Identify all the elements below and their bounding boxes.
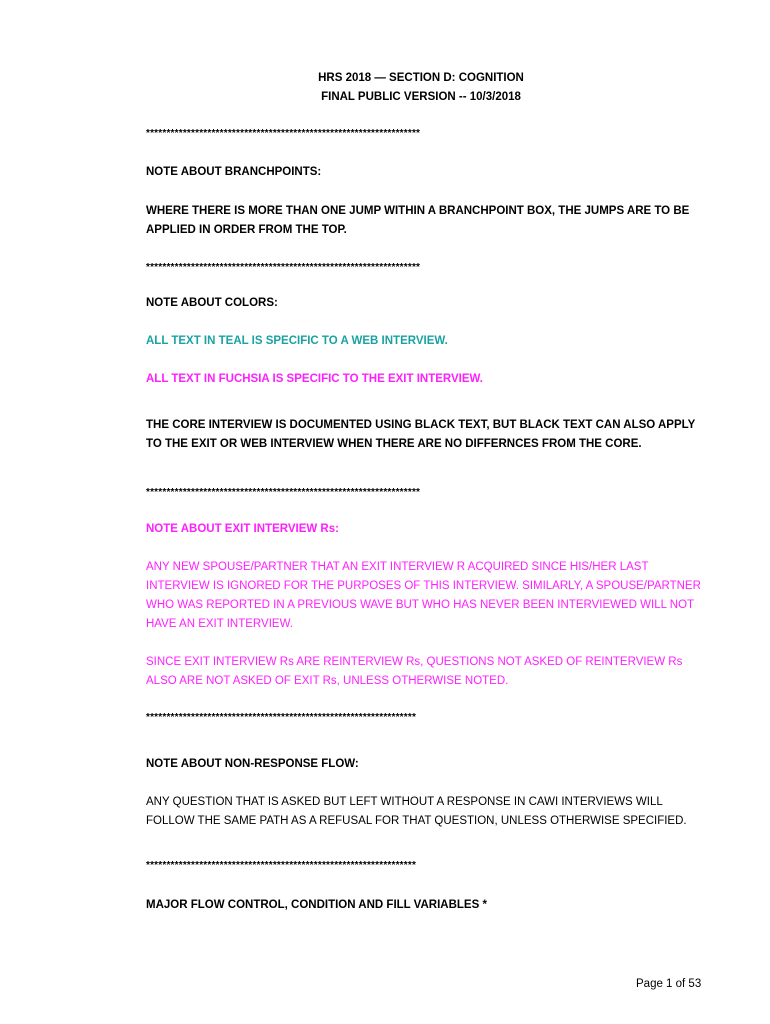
page-number: Page 1 of 53	[636, 978, 702, 990]
exit-interview-text-line: ALSO ARE NOT ASKED OF EXIT Rs, UNLESS OTHERWISE NOTED.	[146, 675, 509, 687]
core-note-line: THE CORE INTERVIEW IS DOCUMENTED USING BLACK TEXT, BUT BLACK TEXT CAN ALSO APPLY	[146, 419, 696, 431]
branchpoints-text-line: APPLIED IN ORDER FROM THE TOP.	[146, 224, 347, 236]
non-response-text-line: FOLLOW THE SAME PATH AS A REFUSAL FOR THAT QUESTION, UNLESS OTHERWISE SPECIFIED.	[146, 815, 687, 827]
exit-interview-text-line: SINCE EXIT INTERVIEW Rs ARE REINTERVIEW Rs, QUESTIONS NOT ASKED OF REINTERVIEW Rs	[146, 656, 683, 668]
non-response-text-line: ANY QUESTION THAT IS ASKED BUT LEFT WITHOUT A RESPONSE IN CAWI INTERVIEWS WILL	[146, 796, 663, 808]
non-response-heading: NOTE ABOUT NON-RESPONSE FLOW:	[146, 758, 359, 770]
branchpoints-heading: NOTE ABOUT BRANCHPOINTS:	[146, 166, 322, 178]
separator: *******************************************************************	[146, 262, 421, 273]
exit-interview-text-line: HAVE AN EXIT INTERVIEW.	[146, 618, 293, 630]
major-flow-heading: MAJOR FLOW CONTROL, CONDITION AND FILL VARIABLES *	[146, 899, 487, 911]
exit-interview-heading: NOTE ABOUT EXIT INTERVIEW Rs:	[146, 523, 339, 535]
document-version: FINAL PUBLIC VERSION -- 10/3/2018	[321, 91, 521, 103]
teal-note: ALL TEXT IN TEAL IS SPECIFIC TO A WEB INTERVIEW.	[146, 335, 448, 347]
separator: *******************************************************************	[146, 128, 421, 139]
separator: *******************************************************************	[146, 487, 421, 498]
exit-interview-text-line: ANY NEW SPOUSE/PARTNER THAT AN EXIT INTERVIEW R ACQUIRED SINCE HIS/HER LAST	[146, 561, 649, 573]
colors-heading: NOTE ABOUT COLORS:	[146, 297, 278, 309]
document-title: HRS 2018 — SECTION D: COGNITION	[318, 72, 524, 84]
core-note-line: TO THE EXIT OR WEB INTERVIEW WHEN THERE ARE NO DIFFERNCES FROM THE CORE.	[146, 438, 642, 450]
branchpoints-text-line: WHERE THERE IS MORE THAN ONE JUMP WITHIN A BRANCHPOINT BOX, THE JUMPS ARE TO BE	[146, 205, 690, 217]
exit-interview-text-line: WHO WAS REPORTED IN A PREVIOUS WAVE BUT WHO HAS NEVER BEEN INTERVIEWED WILL NOT	[146, 599, 695, 611]
exit-interview-text-line: INTERVIEW IS IGNORED FOR THE PURPOSES OF THIS INTERVIEW. SIMILARLY, A SPOUSE/PARTNER	[146, 580, 701, 592]
fuchsia-note: ALL TEXT IN FUCHSIA IS SPECIFIC TO THE EXIT INTERVIEW.	[146, 373, 483, 385]
separator: ******************************************************************	[146, 712, 417, 723]
separator: ******************************************************************	[146, 860, 417, 871]
